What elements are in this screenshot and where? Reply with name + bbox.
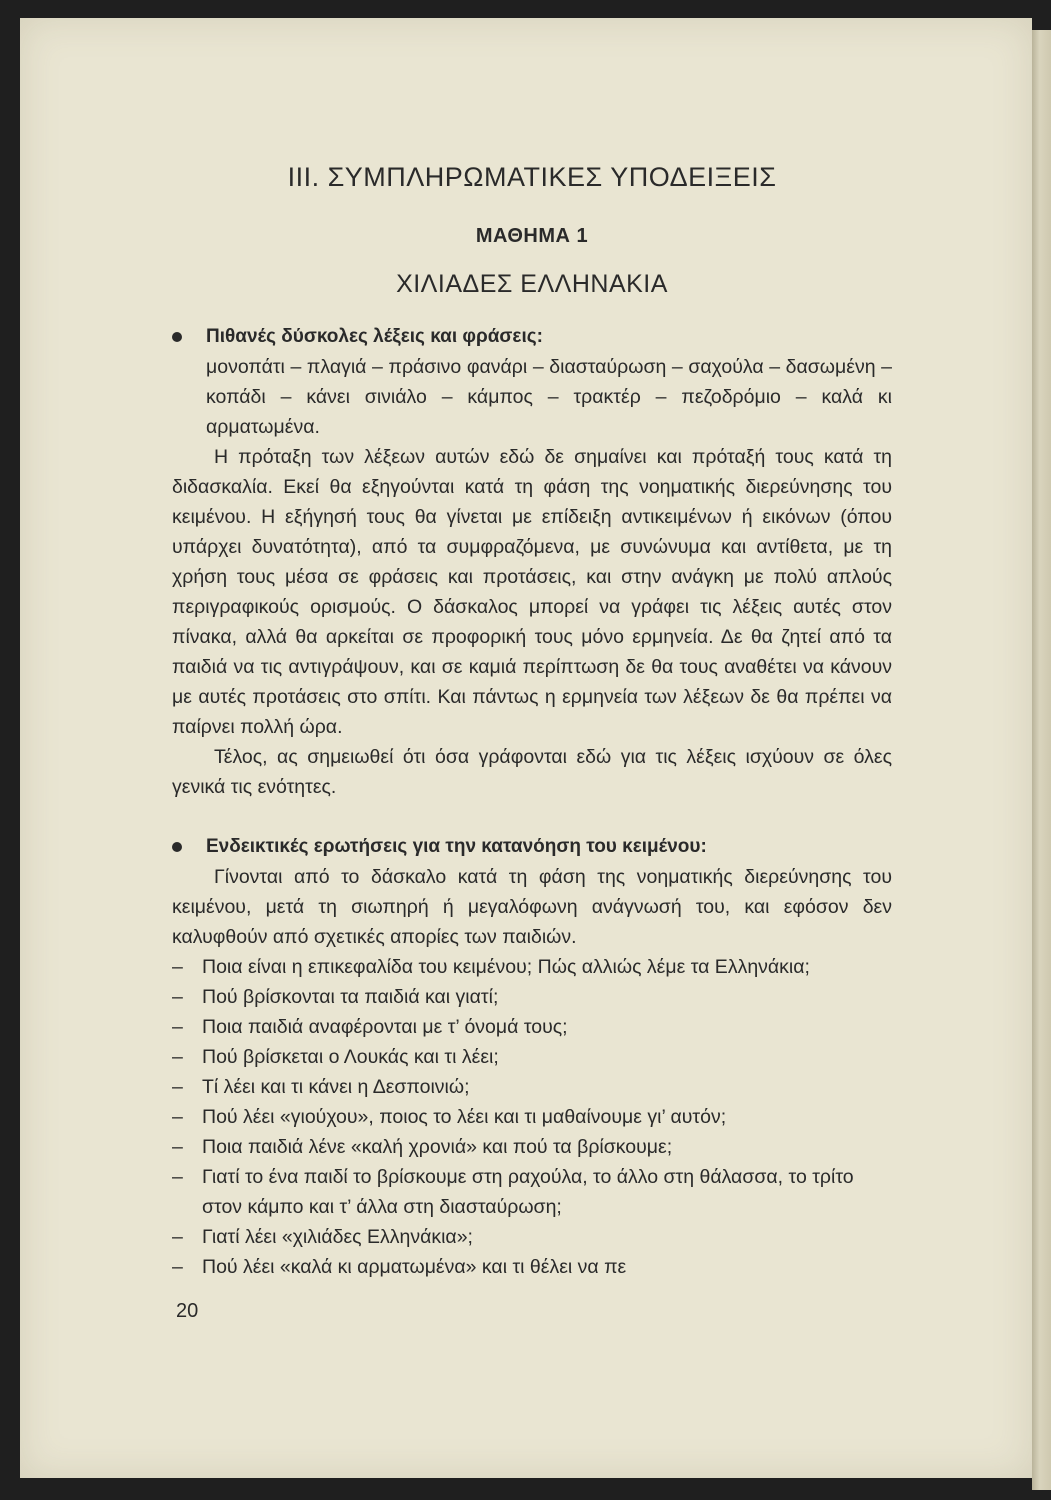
difficult-words-section — [172, 322, 892, 802]
list-item — [172, 1012, 892, 1042]
list-item — [172, 1042, 892, 1072]
list-item — [172, 1102, 892, 1132]
question-text: Ποια παιδιά λένε «καλή χρονιά» και πού τα βρίσκουμε; — [202, 1136, 673, 1158]
comprehension-questions-section — [172, 832, 892, 1282]
words-explanation-paragraph: Η πρόταξη των λέξεων αυτών εδώ δε σημαίνει και πρόταξή τους κατά τη διδασκαλία. Εκεί θα εξηγούνται κατά τη φάση της νοηματικής διερεύνησης του κειμένου. Η εξήγησή τους θα γίνεται με επίδειξη αντικειμένων ή εικόνων (όπου υπάρχει δυνατότητα), από τα συμφραζόμενα, με συνώνυμα και αντίθετα, με τη χρήση τους μέσα σε φράσεις και προτάσεις, και στην ανάγκη με πολύ απλούς περιγραφικούς ορισμούς. Ο δάσκαλος μπορεί να γράφει τις λέξεις αυτές στον πίνακα, αλλά θα αρκείται σε προφορική τους μόνο ερμηνεία. Δε θα ζητεί από τα παιδιά να τις αντιγράψουν, και σε καμιά περίπτωση δε θα τους αναθέτει να κάνουν με αυτές προτάσεις στο σπίτι. Και πάντως η ερμηνεία των λέξεων δε θα πρέπει να παίρνει πολλή ώρα. — [172, 446, 892, 738]
dash-marker: – — [172, 1136, 183, 1158]
list-item — [172, 1222, 892, 1252]
list-item — [172, 1072, 892, 1102]
dash-marker: – — [172, 956, 183, 978]
questions-heading — [172, 832, 892, 862]
lesson-name: ΧΙΛΙΑΔΕΣ ΕΛΛΗΝΑΚΙΑ — [396, 270, 668, 298]
words-closing-paragraph: Τέλος, ας σημειωθεί ότι όσα γράφονται εδώ για τις λέξεις ισχύουν σε όλες γενικά τις ενότητες. — [172, 746, 892, 798]
question-text: Ποια παιδιά αναφέρονται με τ’ όνομά τους; — [202, 1016, 568, 1038]
dash-marker: – — [172, 1076, 183, 1098]
dash-marker: – — [172, 1226, 183, 1248]
list-item — [172, 1132, 892, 1162]
dash-marker: – — [172, 1046, 183, 1068]
question-text: Τί λέει και τι κάνει η Δεσποινιώ; — [202, 1076, 470, 1098]
questions-heading-text: Ενδεικτικές ερωτήσεις για την κατανόηση του κειμένου: — [206, 836, 707, 857]
dash-marker: – — [172, 1106, 183, 1128]
dash-marker: – — [172, 1016, 183, 1038]
adjacent-page-edge — [1032, 30, 1051, 1490]
list-item — [172, 1162, 892, 1222]
question-text: Ποια είναι η επικεφαλίδα του κειμένου; Πώς αλλιώς λέμε τα Ελληνάκια; — [202, 956, 810, 978]
question-text: Γιατί το ένα παιδί το βρίσκουμε στη ραχούλα, το άλλο στη θάλασσα, το τρίτο στον κάμπο και τ’ άλλα στη διασταύρωση; — [202, 1166, 854, 1218]
bullet-icon — [172, 842, 182, 852]
list-item — [172, 982, 892, 1012]
questions-intro-paragraph: Γίνονται από το δάσκαλο κατά τη φάση της νοηματικής διερεύνησης του κειμένου, μετά τη σιωπηρή ή μεγαλόφωνη ανάγνωσή του, και εφόσον δεν καλυφθούν από σχετικές απορίες των παιδιών. — [172, 866, 892, 948]
question-text: Γιατί λέει «χιλιάδες Ελληνάκια»; — [202, 1226, 473, 1248]
dash-marker: – — [172, 1166, 183, 1188]
question-text: Πού λέει «καλά κι αρματωμένα» και τι θέλει να πε — [202, 1256, 627, 1278]
dash-marker: – — [172, 1256, 183, 1278]
difficult-words-heading-text: Πιθανές δύσκολες λέξεις και φράσεις: — [206, 326, 543, 347]
dash-marker: – — [172, 986, 183, 1008]
difficult-words-heading — [172, 322, 892, 352]
question-text: Πού βρίσκονται τα παιδιά και γιατί; — [202, 986, 499, 1008]
question-text: Πού βρίσκεται ο Λουκάς και τι λέει; — [202, 1046, 499, 1068]
chapter-title: III. ΣΥΜΠΛΗΡΩΜΑΤΙΚΕΣ ΥΠΟΔΕΙΞΕΙΣ — [287, 162, 777, 192]
list-item — [172, 952, 892, 982]
question-text: Πού λέει «γιούχου», ποιος το λέει και τι μαθαίνουμε γι’ αυτόν; — [202, 1106, 727, 1128]
page-number: 20 — [176, 1300, 199, 1322]
lesson-title: ΜΑΘΗΜΑ 1 — [475, 225, 589, 247]
section-spacer — [172, 802, 892, 832]
difficult-words-list: μονοπάτι – πλαγιά – πράσινο φανάρι – διασταύρωση – σαχούλα – δασωμένη – κοπάδι – κάνει σινιάλο – κάμπος – τρακτέρ – πεζοδρόμιο – καλά κι αρματωμένα. — [206, 356, 892, 438]
bullet-icon — [172, 332, 182, 342]
questions-list — [172, 952, 892, 1282]
list-item — [172, 1252, 892, 1282]
page-content — [172, 160, 892, 1282]
